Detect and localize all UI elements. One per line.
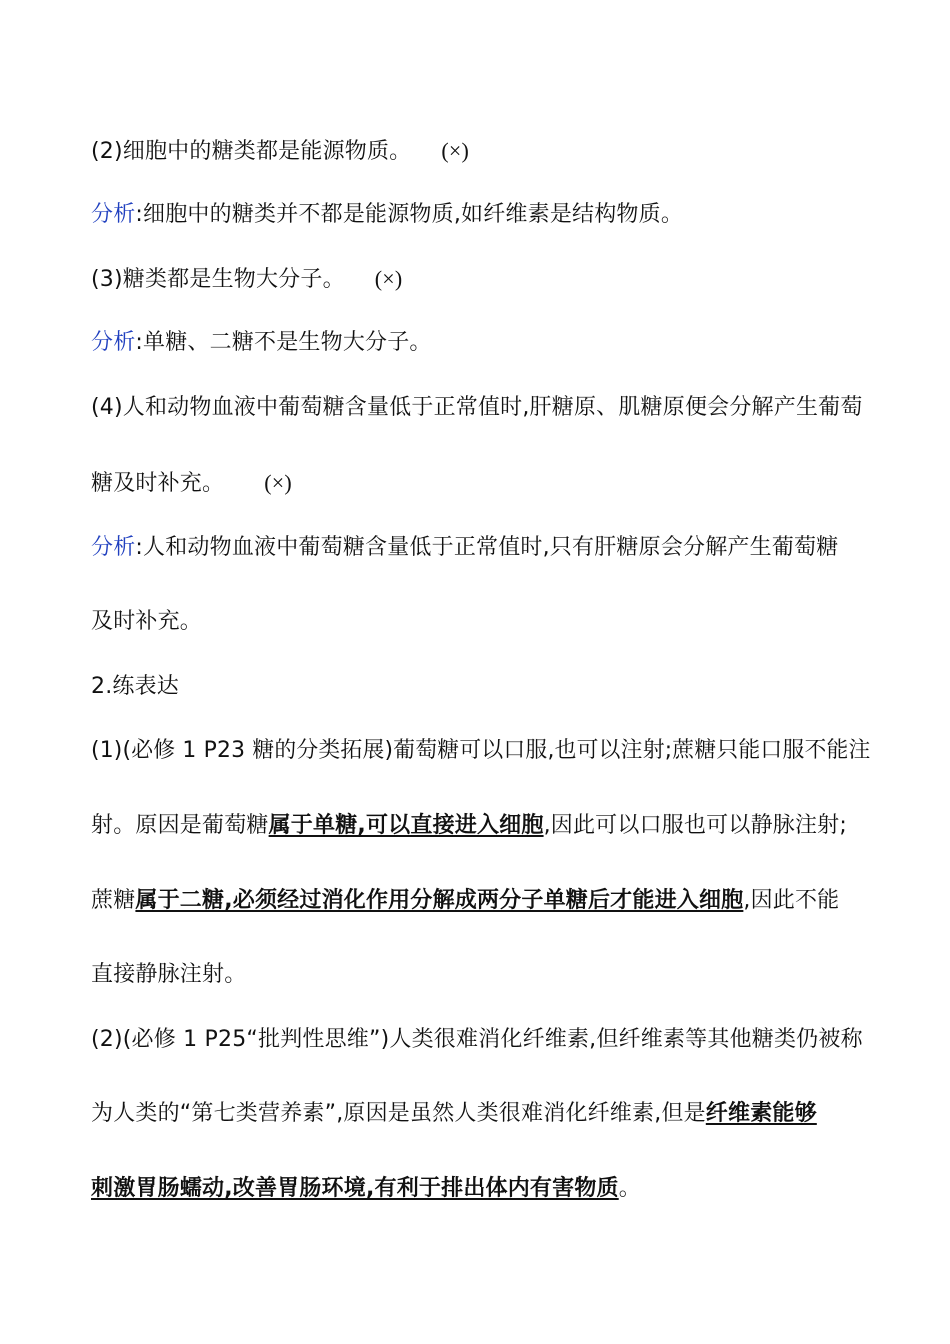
exercise-1-text: ,因此可以口服也可以静脉注射;: [543, 813, 847, 838]
exercise-2-line-1: (2)(必修 1 P25“批判性思维”)人类很难消化纤维素,但纤维素等其他糖类仍被称: [91, 1027, 863, 1052]
question-3-text: (3)糖类都是生物大分子。: [91, 267, 345, 292]
analysis-4-line-1: [91, 533, 871, 563]
exercise-1-line-4: 直接静脉注射。: [91, 962, 247, 987]
analysis-2: [91, 200, 871, 230]
question-3: [91, 264, 871, 295]
question-3-mark: (×): [374, 266, 403, 291]
exercise-2-line-3: [91, 1174, 871, 1204]
exercise-2-text: 为人类的“第七类营养素”,原因是虽然人类很难消化纤维素,但是: [91, 1101, 706, 1126]
analysis-4-text: :人和动物血液中葡萄糖含量低于正常值时,只有肝糖原会分解产生葡萄糖: [135, 535, 839, 560]
exercise-1-line-3: [91, 886, 871, 916]
exercise-1-text: ,因此不能: [743, 888, 840, 913]
question-2-mark: (×): [441, 138, 470, 163]
analysis-3-text: :单糖、二糖不是生物大分子。: [135, 330, 432, 355]
analysis-3: [91, 328, 871, 358]
section-title: 2.练表达: [91, 674, 179, 699]
answer-underlined: 刺激胃肠蠕动,改善胃肠环境,有利于排出体内有害物质: [91, 1176, 619, 1201]
exercise-2-line-2: [91, 1099, 871, 1129]
question-2: [91, 136, 871, 167]
answer-underlined: 属于二糖,必须经过消化作用分解成两分子单糖后才能进入细胞: [135, 888, 744, 913]
analysis-label: 分析: [91, 202, 136, 227]
analysis-4-line-2: 及时补充。: [91, 609, 203, 634]
exercise-1-text: 蔗糖: [91, 888, 136, 913]
answer-underlined: 纤维素能够: [705, 1101, 817, 1126]
question-4-line-2: [91, 468, 871, 499]
question-2-text: (2)细胞中的糖类都是能源物质。: [91, 139, 412, 164]
exercise-1-line-2: [91, 811, 871, 841]
analysis-label: 分析: [91, 535, 136, 560]
question-4-mark: (×): [264, 470, 292, 495]
exercise-2-text: 。: [618, 1176, 641, 1201]
question-4-text-end: 糖及时补充。: [91, 471, 225, 496]
analysis-label: 分析: [91, 330, 136, 355]
exercise-1-line-1: (1)(必修 1 P23 糖的分类拓展)葡萄糖可以口服,也可以注射;蔗糖只能口服不能注: [91, 738, 871, 763]
analysis-2-text: :细胞中的糖类并不都是能源物质,如纤维素是结构物质。: [135, 202, 684, 227]
question-4-line-1: (4)人和动物血液中葡萄糖含量低于正常值时,肝糖原、肌糖原便会分解产生葡萄: [91, 395, 863, 420]
exercise-1-text: 射。原因是葡萄糖: [91, 813, 269, 838]
answer-underlined: 属于单糖,可以直接进入细胞: [268, 813, 544, 838]
